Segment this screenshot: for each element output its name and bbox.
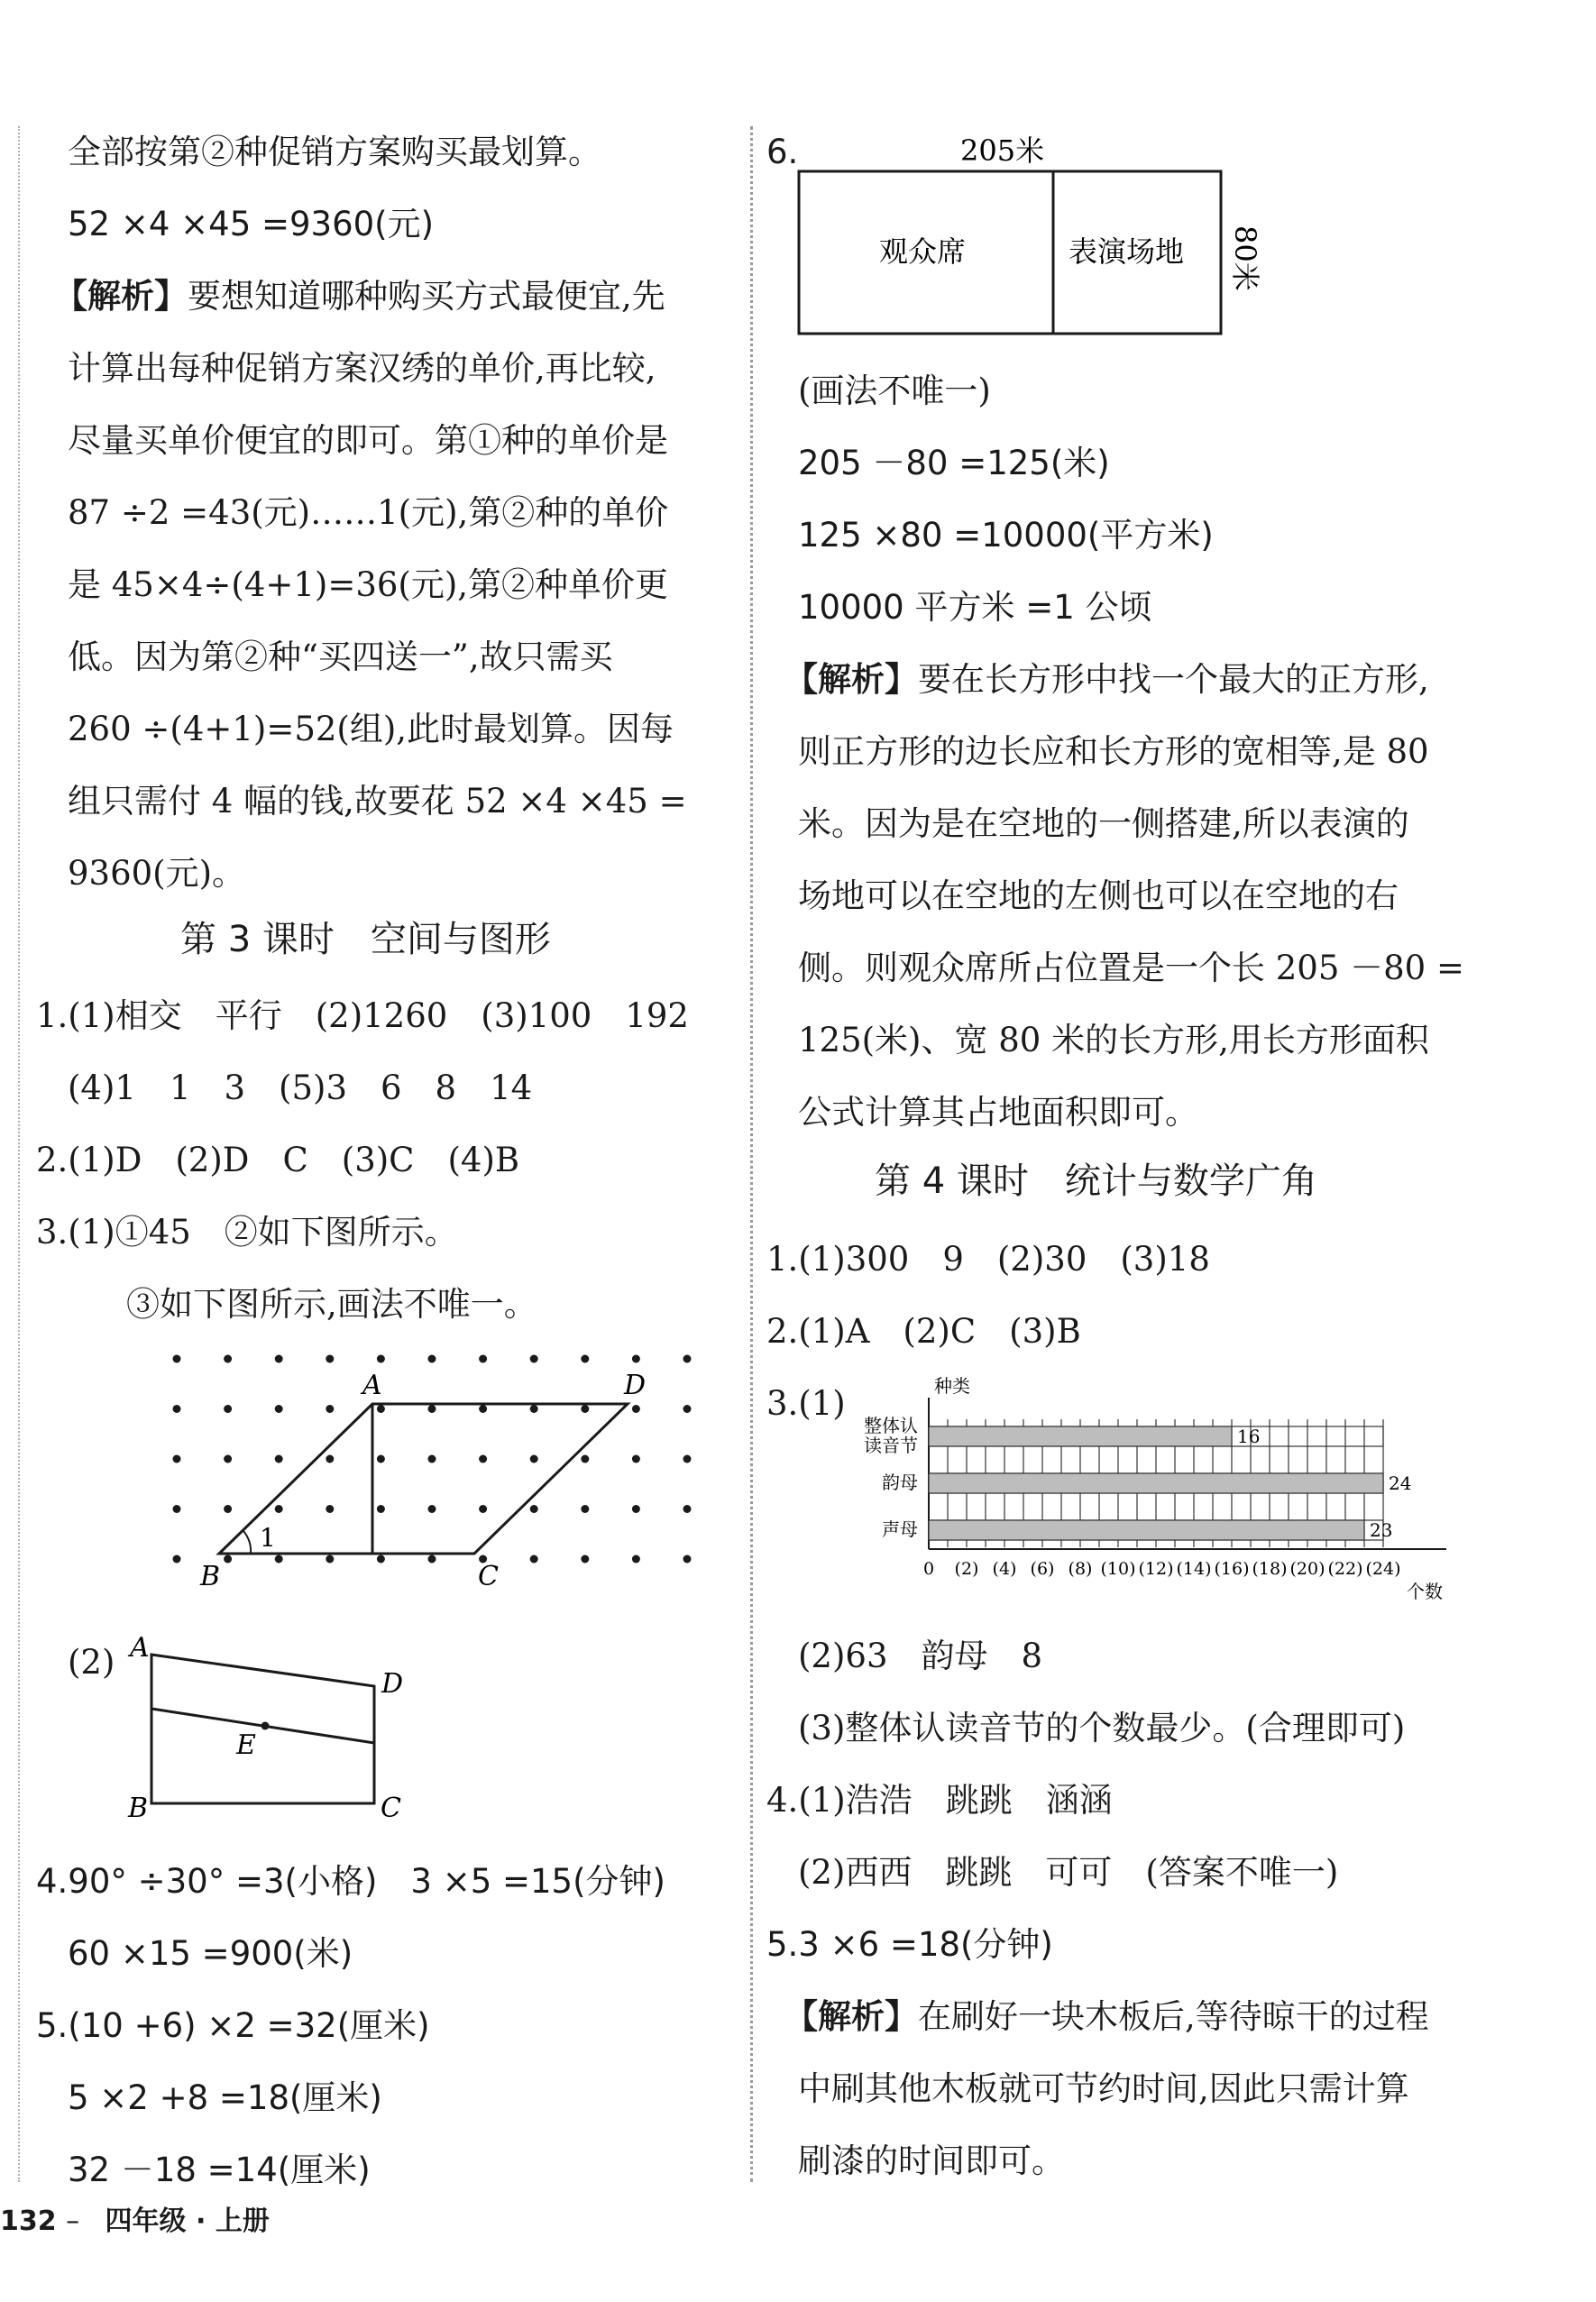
grid-dot <box>377 1505 385 1513</box>
bar <box>929 1426 1232 1446</box>
x-tick-label: (4) <box>992 1559 1017 1579</box>
question-number: 6. <box>766 133 799 171</box>
answer-line: 60 ×15 =900(米) <box>68 1934 353 1973</box>
grid-dot <box>224 1505 232 1513</box>
stage-label: 表演场地 <box>1069 234 1185 269</box>
grid-dot <box>326 1505 334 1513</box>
answer-line: 32 －18 =14(厘米) <box>68 2151 371 2189</box>
answer-line: (2) <box>68 1643 115 1682</box>
grid-dot <box>224 1355 232 1363</box>
label-a: A <box>130 1637 150 1664</box>
category-label: 声母 <box>882 1518 918 1540</box>
analysis-text: 要在长方形中找一个最大的正方形, <box>918 660 1429 699</box>
grid-dot <box>479 1355 487 1363</box>
grid-dot <box>173 1355 181 1363</box>
bar-value-label: 23 <box>1370 1519 1393 1541</box>
x-tick-label: (12) <box>1138 1559 1174 1579</box>
grid-dot <box>173 1505 181 1513</box>
analysis-line: 侧。则观众席所占位置是一个长 205 －80 = <box>798 949 1464 987</box>
bar <box>929 1520 1364 1540</box>
seats-label: 观众席 <box>879 234 967 269</box>
point-e <box>261 1722 270 1730</box>
grid-dot <box>173 1455 181 1463</box>
grid-dot <box>428 1505 436 1513</box>
bar-value-label: 16 <box>1237 1426 1261 1447</box>
grid-dot <box>632 1405 640 1413</box>
grid-dot <box>428 1555 436 1564</box>
equation-line: 52 ×4 ×45 =9360(元) <box>68 205 435 243</box>
grid-dot <box>275 1505 283 1513</box>
analysis-line <box>784 1997 1429 2036</box>
grid-dot <box>530 1405 538 1413</box>
analysis-line: 是 45×4÷(4+1)=36(元),第②种单价更 <box>68 565 669 604</box>
dimension-top: 205米 <box>960 133 1045 168</box>
label-d: D <box>381 1668 404 1700</box>
answer-line: (3)整体认读音节的个数最少。(合理即可) <box>798 1709 1406 1747</box>
grid-dot <box>479 1505 487 1513</box>
x-tick-label: 0 <box>922 1559 935 1579</box>
analysis-line: 260 ÷(4+1)=52(组),此时最划算。因每 <box>68 710 674 748</box>
category-label: 整体认 <box>864 1415 918 1436</box>
grid-dot <box>632 1555 640 1564</box>
x-tick-label: (10) <box>1100 1559 1136 1579</box>
x-tick-label: (22) <box>1327 1559 1363 1579</box>
section-heading: 第 3 课时 空间与图形 <box>180 919 551 960</box>
grid-dot <box>428 1355 436 1363</box>
grid-dot <box>530 1505 538 1513</box>
analysis-label: 【解析】 <box>784 1997 918 2036</box>
x-tick-label: (24) <box>1365 1559 1401 1579</box>
angle-label-1: 1 <box>260 1523 276 1553</box>
grid-dot <box>275 1405 283 1413</box>
x-tick-label: (20) <box>1289 1559 1325 1579</box>
grid-dot <box>173 1405 181 1413</box>
y-axis-title: 种类 <box>934 1375 970 1397</box>
answer-line: 3.(1) <box>766 1384 846 1423</box>
equation-line: 205 －80 =125(米) <box>798 444 1110 482</box>
category-label: 韵母 <box>882 1472 918 1493</box>
field-diagram <box>793 126 1280 343</box>
parallelogram-shape <box>219 1404 628 1554</box>
trapezoid-figure <box>117 1637 415 1826</box>
grid-dot <box>326 1405 334 1413</box>
angle-arc <box>243 1531 251 1554</box>
grid-dot <box>683 1355 692 1363</box>
answer-line: 5.(10 +6) ×2 =32(厘米) <box>36 2006 430 2045</box>
grid-dot <box>275 1355 283 1363</box>
grid-dot <box>581 1455 589 1463</box>
dot-grid <box>173 1355 692 1564</box>
grade-label: 四年级 · 上册 <box>105 2206 270 2237</box>
x-tick-label: (18) <box>1252 1559 1288 1579</box>
grid-dot <box>224 1455 232 1463</box>
grid-dot <box>428 1455 436 1463</box>
page-number: 132 <box>0 2206 57 2237</box>
grid-dot <box>377 1455 385 1463</box>
grid-dot <box>632 1355 640 1363</box>
grid-dot <box>275 1555 283 1564</box>
analysis-line: 低。因为第②种“买四送一”,故只需买 <box>68 637 613 676</box>
grid-dot <box>683 1555 692 1564</box>
label-b: B <box>200 1561 221 1592</box>
analysis-label: 【解析】 <box>54 277 188 316</box>
answer-line: 1.(1)相交 平行 (2)1260 (3)100 192 <box>36 996 689 1035</box>
x-tick-label: (2) <box>954 1559 979 1579</box>
x-axis-title: 个数 <box>1407 1581 1443 1602</box>
answer-line: ③如下图所示,画法不唯一。 <box>126 1285 537 1324</box>
footer-dash: – <box>66 2206 80 2237</box>
answer-line: 4.90° ÷30° =3(小格) 3 ×5 =15(分钟) <box>36 1862 665 1901</box>
analysis-line <box>784 660 1429 699</box>
equation-line: 125 ×80 =10000(平方米) <box>798 516 1214 555</box>
analysis-line: 刷漆的时间即可。 <box>798 2142 1065 2180</box>
grid-dot <box>581 1555 589 1564</box>
column-divider <box>750 126 753 2182</box>
analysis-text: 在刷好一块木板后,等待晾干的过程 <box>918 1997 1429 2036</box>
bar-chart <box>848 1371 1479 1614</box>
analysis-line <box>54 277 665 316</box>
answer-line: 5.3 ×6 =18(分钟) <box>766 1925 1053 1964</box>
answer-line: (2)西西 跳跳 可可 (答案不唯一) <box>798 1853 1339 1892</box>
grid-dot <box>632 1505 640 1513</box>
x-tick-label: (14) <box>1176 1559 1212 1579</box>
answer-line: 4.(1)浩浩 跳跳 涵涵 <box>766 1781 1113 1820</box>
bar <box>929 1473 1383 1493</box>
analysis-line: 场地可以在空地的左侧也可以在空地的右 <box>798 876 1399 915</box>
dimension-side: 80米 <box>1228 225 1262 291</box>
x-tick-label: (6) <box>1030 1559 1055 1579</box>
section-heading: 第 4 课时 统计与数学广角 <box>875 1160 1317 1202</box>
page-footer <box>0 2198 270 2238</box>
grid-dot <box>326 1555 334 1564</box>
answer-line: 2.(1)D (2)D C (3)C (4)B <box>36 1141 520 1179</box>
x-tick-label: (8) <box>1068 1559 1093 1579</box>
grid-dot <box>683 1455 692 1463</box>
grid-dot <box>377 1355 385 1363</box>
analysis-line: 中刷其他木板就可节约时间,因此只需计算 <box>798 2069 1409 2108</box>
label-e: E <box>236 1729 256 1761</box>
grid-dot <box>326 1455 334 1463</box>
grid-dot <box>275 1455 283 1463</box>
grid-dot <box>683 1505 692 1513</box>
analysis-line: 9360(元)。 <box>68 854 246 893</box>
grid-dot <box>224 1555 232 1564</box>
label-d: D <box>624 1370 647 1401</box>
text-line: (画法不唯一) <box>798 371 991 410</box>
grid-dot <box>479 1405 487 1413</box>
analysis-text: 要想知道哪种购买方式最便宜,先 <box>188 277 665 316</box>
grid-dot <box>224 1405 232 1413</box>
grid-dot <box>683 1405 692 1413</box>
grid-dot <box>428 1405 436 1413</box>
grid-dot <box>326 1355 334 1363</box>
analysis-line: 则正方形的边长应和长方形的宽相等,是 80 <box>798 732 1429 771</box>
grid-dot <box>377 1555 385 1564</box>
left-margin-rule <box>18 126 20 2182</box>
x-tick-label: (16) <box>1214 1559 1250 1579</box>
answer-line: 3.(1)①45 ②如下图所示。 <box>36 1213 458 1252</box>
answer-line: 2.(1)A (2)C (3)B <box>766 1312 1081 1351</box>
answer-line: 5 ×2 +8 =18(厘米) <box>68 2078 382 2117</box>
grid-dot <box>632 1455 640 1463</box>
analysis-line: 尽量买单价便宜的即可。第①种的单价是 <box>68 421 668 460</box>
equation-line: 10000 平方米 =1 公顷 <box>798 588 1152 627</box>
category-label: 读音节 <box>864 1435 918 1456</box>
answer-line: 1.(1)300 9 (2)30 (3)18 <box>766 1240 1210 1279</box>
grid-dot <box>479 1455 487 1463</box>
grid-dot <box>581 1405 589 1413</box>
analysis-line: 87 ÷2 =43(元)……1(元),第②种的单价 <box>68 493 669 532</box>
label-a: A <box>362 1370 382 1401</box>
grid-dot <box>173 1555 181 1564</box>
chart-bars <box>929 1426 1383 1540</box>
label-c: C <box>478 1561 499 1592</box>
label-c: C <box>381 1793 401 1824</box>
analysis-label: 【解析】 <box>784 660 918 699</box>
grid-dot <box>530 1455 538 1463</box>
grid-dot <box>530 1355 538 1363</box>
answer-line: (2)63 韵母 8 <box>798 1637 1043 1675</box>
grid-dot <box>377 1405 385 1413</box>
answer-line: (4)1 1 3 (5)3 6 8 14 <box>68 1068 533 1107</box>
grid-dot <box>581 1355 589 1363</box>
analysis-line: 计算出每种促销方案汉绣的单价,再比较, <box>68 349 656 388</box>
analysis-line: 组只需付 4 幅的钱,故要花 52 ×4 ×45 = <box>68 782 687 821</box>
analysis-line: 125(米)、宽 80 米的长方形,用长方形面积 <box>798 1021 1429 1059</box>
analysis-line: 公式计算其占地面积即可。 <box>798 1093 1198 1132</box>
analysis-line: 米。因为是在空地的一侧搭建,所以表演的 <box>798 804 1409 843</box>
dot-grid-figure <box>162 1344 703 1605</box>
grid-dot <box>530 1555 538 1564</box>
bar-value-label: 24 <box>1389 1472 1412 1494</box>
label-b: B <box>128 1793 149 1824</box>
text-line: 全部按第②种促销方案购买最划算。 <box>68 133 601 171</box>
grid-dot <box>581 1505 589 1513</box>
